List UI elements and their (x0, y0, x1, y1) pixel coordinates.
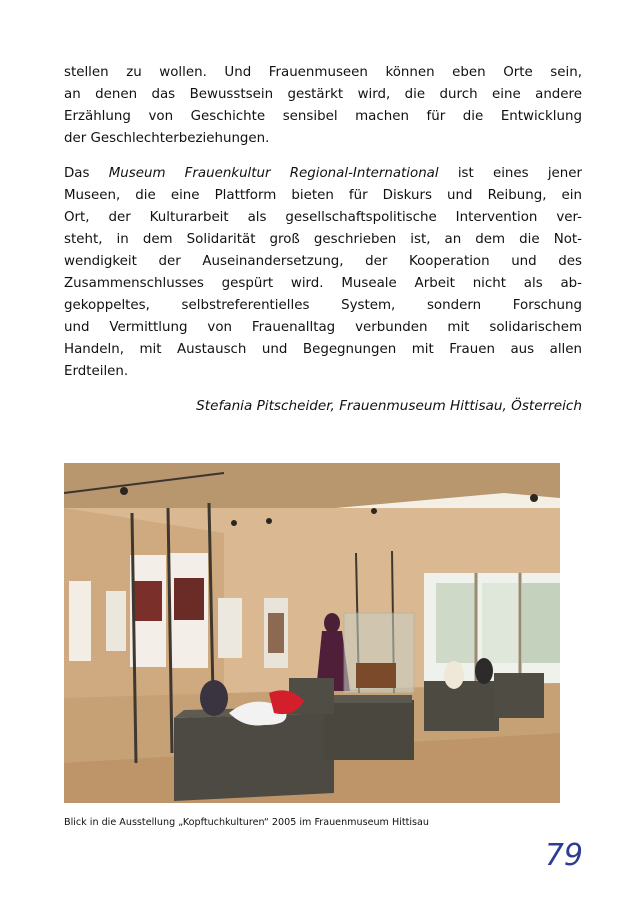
paragraph-2-line: steht, in dem Solidarität groß geschrieben ist, an dem die Not- (64, 232, 582, 247)
paragraph-2-line: Erdteilen. (64, 364, 129, 379)
exhibition-photo-illustration (64, 463, 560, 803)
paragraph-1-line: Erzählung von Geschichte sensibel machen für die Entwicklung (64, 109, 582, 124)
paragraph-2-line: gekoppeltes, selbstreferentielles System, sondern Forschung (64, 298, 582, 313)
author-signature: Stefania Pitscheider, Frauenmuseum Hittisau, Österreich (196, 398, 582, 414)
museum-name: Museum Frauenkultur Regional-International (108, 166, 439, 181)
paragraph-1 (64, 62, 582, 150)
page-number: 79 (544, 838, 583, 873)
paragraph-2-line: Ort, der Kulturarbeit als gesellschaftspolitische Intervention ver- (64, 210, 582, 225)
paragraph-2-first-line-rest: ist eines jener (438, 166, 583, 181)
exhibition-photo (64, 463, 560, 803)
paragraph-1-line: an denen das Bewusstsein gestärkt wird, die durch eine andere (64, 87, 582, 102)
paragraph-2-line: Museen, die eine Plattform bieten für Diskurs und Reibung, ein (64, 188, 582, 203)
paragraph-2-line: wendigkeit der Auseinandersetzung, der Kooperation und des (64, 254, 582, 269)
photo-caption: Blick in die Ausstellung „Kopftuchkulturen“ 2005 im Frauenmuseum Hittisau (64, 817, 429, 828)
paragraph-2-lead: Das (64, 166, 109, 181)
paragraph-1-line: der Geschlechterbeziehungen. (64, 131, 270, 146)
paragraph-2-first-line (64, 163, 582, 185)
paragraph-2-line: und Vermittlung von Frauenalltag verbunden mit solidarischem (64, 320, 582, 335)
paragraph-2-line: Handeln, mit Austausch und Begegnungen mit Frauen aus allen (64, 342, 582, 357)
paragraph-2-line: Zusammenschlusses gespürt wird. Museale Arbeit nicht als ab- (64, 276, 582, 291)
paragraph-2 (64, 163, 582, 383)
paragraph-1-line: stellen zu wollen. Und Frauenmuseen können eben Orte sein, (64, 65, 582, 80)
